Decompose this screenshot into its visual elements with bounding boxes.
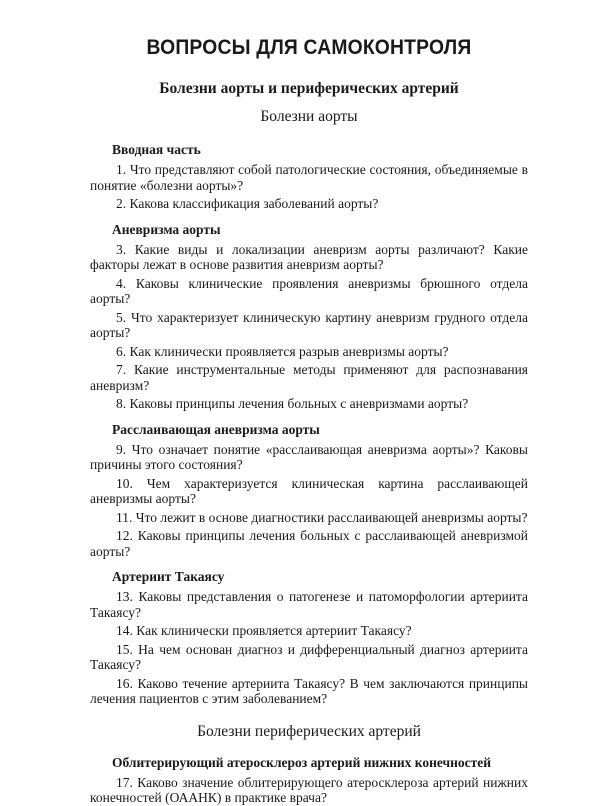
question-12: 12. Каковы принципы лечения больных с расслаивающей аневризмой аорты? <box>90 528 528 559</box>
question-9: 9. Что означает понятие «расслаивающая аневризма аорты»? Каковы причины этого состояния? <box>90 441 528 472</box>
question-10: 10. Чем характеризуется клиническая картина расслаивающей аневризмы аорты? <box>90 475 528 506</box>
question-16: 16. Каково течение артериита Такаясу? В чем заключаются принципы лечения пациентов с этим заболеванием? <box>90 675 528 706</box>
section-title-aorta: Болезни аорты <box>260 108 358 125</box>
main-title: ВОПРОСЫ ДЛЯ САМОКОНТРОЛЯ <box>146 36 472 59</box>
heading-aortic-aneurysm: Аневризма аорты <box>112 221 221 237</box>
question-7: 7. Какие инструментальные методы применяют для распознавания аневризм? <box>90 362 528 393</box>
question-5: 5. Что характеризует клиническую картину аневризм грудного отдела аорты? <box>90 309 528 340</box>
question-2: 2. Какова классификация заболеваний аорты? <box>116 196 379 211</box>
question-8: 8. Каковы принципы лечения больных с аневризмами аорты? <box>116 396 469 411</box>
heading-dissecting-aneurysm: Расслаивающая аневризма аорты <box>112 421 320 437</box>
heading-obliterating-atherosclerosis: Облитерирующий атеросклероз артерий нижних конечностей <box>112 754 492 770</box>
section-title-peripheral: Болезни периферических артерий <box>197 722 421 740</box>
question-4: 4. Каковы клинические проявления аневризмы брюшного отдела аорты? <box>90 275 528 306</box>
heading-takayasu: Артериит Такаясу <box>112 569 225 584</box>
subtitle: Болезни аорты и периферических артерий <box>159 80 459 97</box>
question-14: 14. Как клинически проявляется артериит Такаясу? <box>116 623 412 638</box>
question-11: 11. Что лежит в основе диагностики расслаивающей аневризмы аорты? <box>116 509 528 525</box>
question-3: 3. Какие виды и локализации аневризм аорты различают? Какие факторы лежат в основе развития аневризм аорты? <box>90 241 528 272</box>
question-13: 13. Каковы представления о патогенезе и патоморфологии артериита Такаясу? <box>90 589 528 620</box>
question-15: 15. На чем основан диагноз и дифференциальный диагноз артериита Такаясу? <box>90 641 528 672</box>
question-6: 6. Как клинически проявляется разрыв аневризмы аорты? <box>116 343 449 359</box>
question-17: 17. Каково значение облитерирующего атеросклероза артерий нижних конечностей (ОААНК) в практике врача? <box>90 774 528 805</box>
question-1: 1. Что представляют собой патологические состояния, объединяемые в понятие «болезни аорты»? <box>90 162 528 193</box>
heading-intro: Вводная часть <box>112 142 201 157</box>
